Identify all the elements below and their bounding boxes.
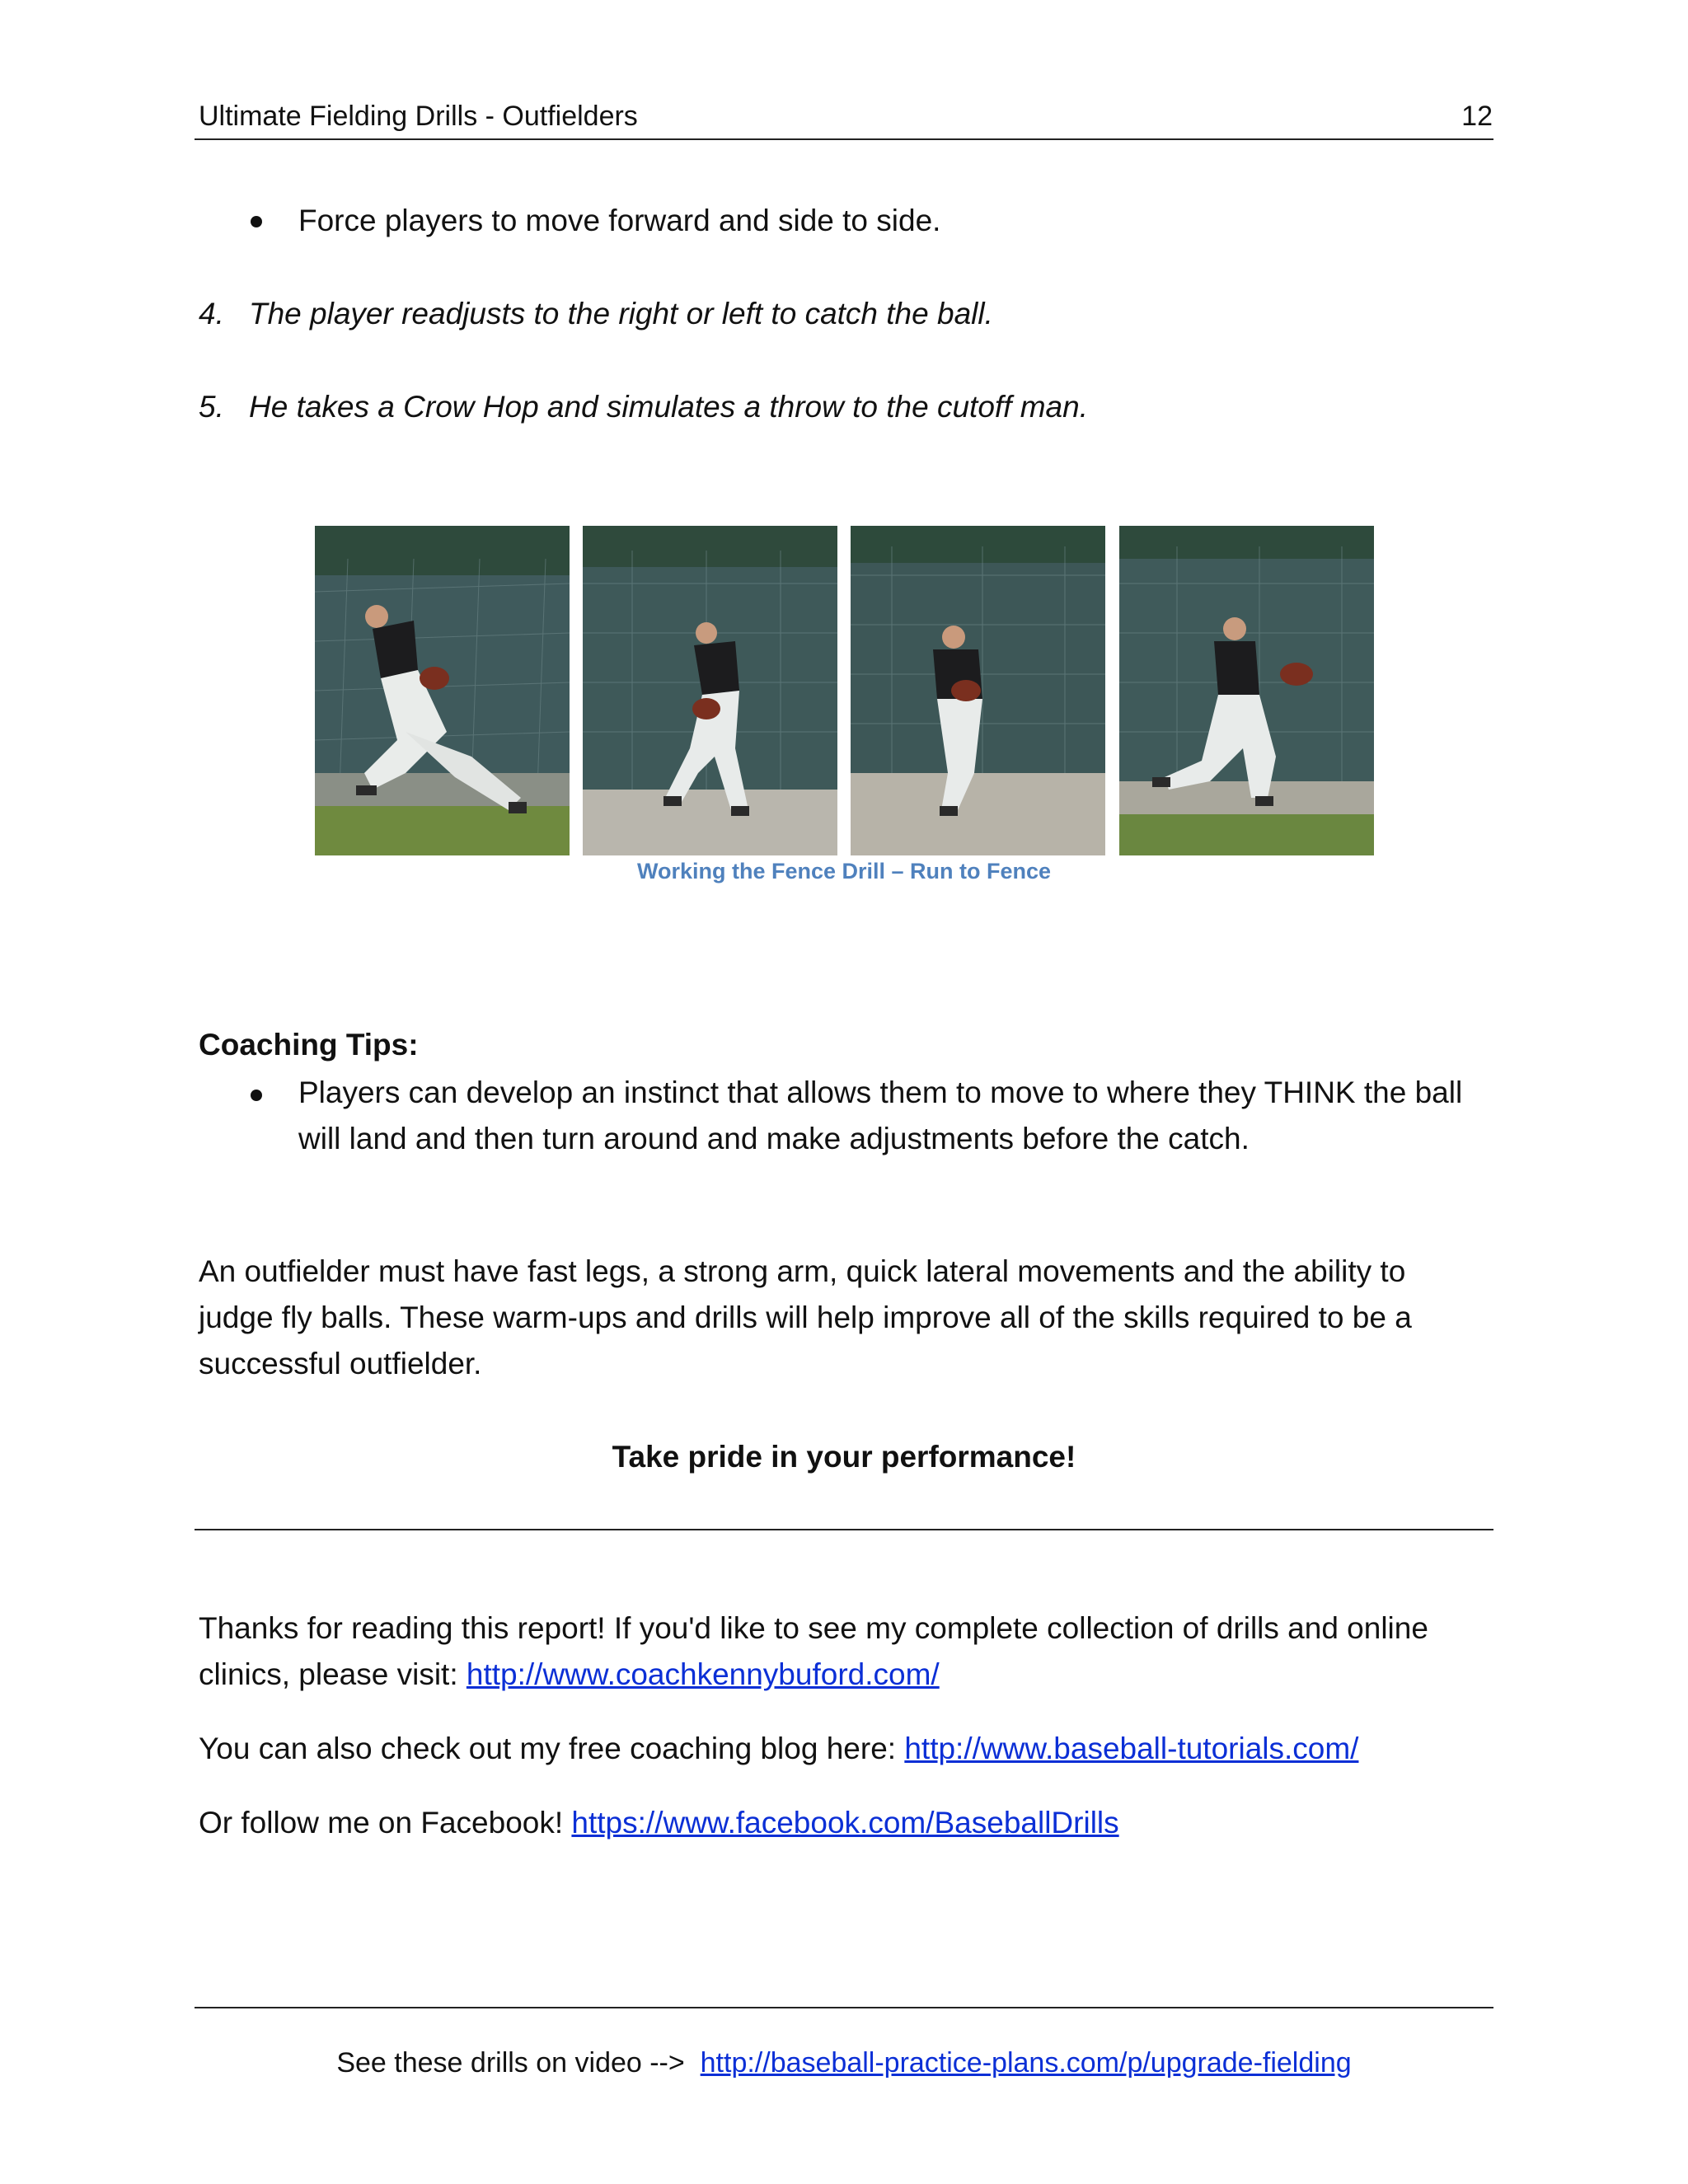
header-rule xyxy=(195,138,1493,140)
footer-rule xyxy=(195,2007,1493,2008)
paragraph-line-3: successful outfielder. xyxy=(199,1347,482,1380)
upgrade-fielding-link[interactable]: http://baseball-practice-plans.com/p/upgrade-fielding xyxy=(700,2047,1352,2079)
step-4-number: 4. xyxy=(199,297,224,330)
step-5-text: He takes a Crow Hop and simulates a throw to the cutoff man. xyxy=(249,390,1088,424)
footer-prefix: See these drills on video --> xyxy=(336,2047,701,2079)
drill-photo-1 xyxy=(315,526,570,855)
facebook-line xyxy=(199,1800,1119,1846)
header-title: Ultimate Fielding Drills - Outfielders xyxy=(199,101,638,132)
blog-prefix: You can also check out my free coaching blog here: xyxy=(199,1732,905,1765)
bullet-dot xyxy=(251,1090,262,1101)
paragraph-line-1: An outfielder must have fast legs, a strong arm, quick lateral movements and the ability to xyxy=(199,1254,1406,1288)
bullet-text: Force players to move forward and side to side. xyxy=(298,204,941,237)
step-4-text: The player readjusts to the right or left to catch the ball. xyxy=(249,297,993,330)
drill-photo-3 xyxy=(851,526,1105,855)
coachkennybuford-link[interactable]: http://www.coachkennybuford.com/ xyxy=(466,1657,940,1691)
section-rule xyxy=(195,1529,1493,1530)
drill-photo-strip xyxy=(315,526,1375,857)
blog-line xyxy=(199,1726,1358,1772)
figure-caption: Working the Fence Drill – Run to Fence xyxy=(636,859,1052,883)
coaching-tip-line-2: will land and then turn around and make adjustments before the catch. xyxy=(298,1122,1250,1155)
blog-link[interactable]: http://www.baseball-tutorials.com/ xyxy=(904,1732,1359,1765)
bullet-dot xyxy=(251,216,262,227)
facebook-prefix: Or follow me on Facebook! xyxy=(199,1806,572,1840)
thanks-prefix: clinics, please visit: xyxy=(199,1657,467,1691)
page-number: 12 xyxy=(1461,101,1493,132)
thanks-line-1: Thanks for reading this report! If you'd like to see my complete collection of drills and online xyxy=(199,1611,1428,1645)
paragraph-line-2: judge fly balls. These warm-ups and drills will help improve all of the skills required to be a xyxy=(199,1301,1412,1334)
drill-photo-4 xyxy=(1119,526,1374,855)
coaching-tip-line-1: Players can develop an instinct that allows them to move to where they THINK the ball xyxy=(298,1076,1463,1109)
facebook-link[interactable]: https://www.facebook.com/BaseballDrills xyxy=(571,1806,1119,1840)
thanks-line-2 xyxy=(199,1652,940,1698)
coaching-tips-heading: Coaching Tips: xyxy=(199,1028,419,1062)
footer xyxy=(0,2047,1688,2079)
drill-photo-2 xyxy=(583,526,837,855)
step-5-number: 5. xyxy=(199,390,224,424)
pride-statement: Take pride in your performance! xyxy=(612,1440,1076,1474)
